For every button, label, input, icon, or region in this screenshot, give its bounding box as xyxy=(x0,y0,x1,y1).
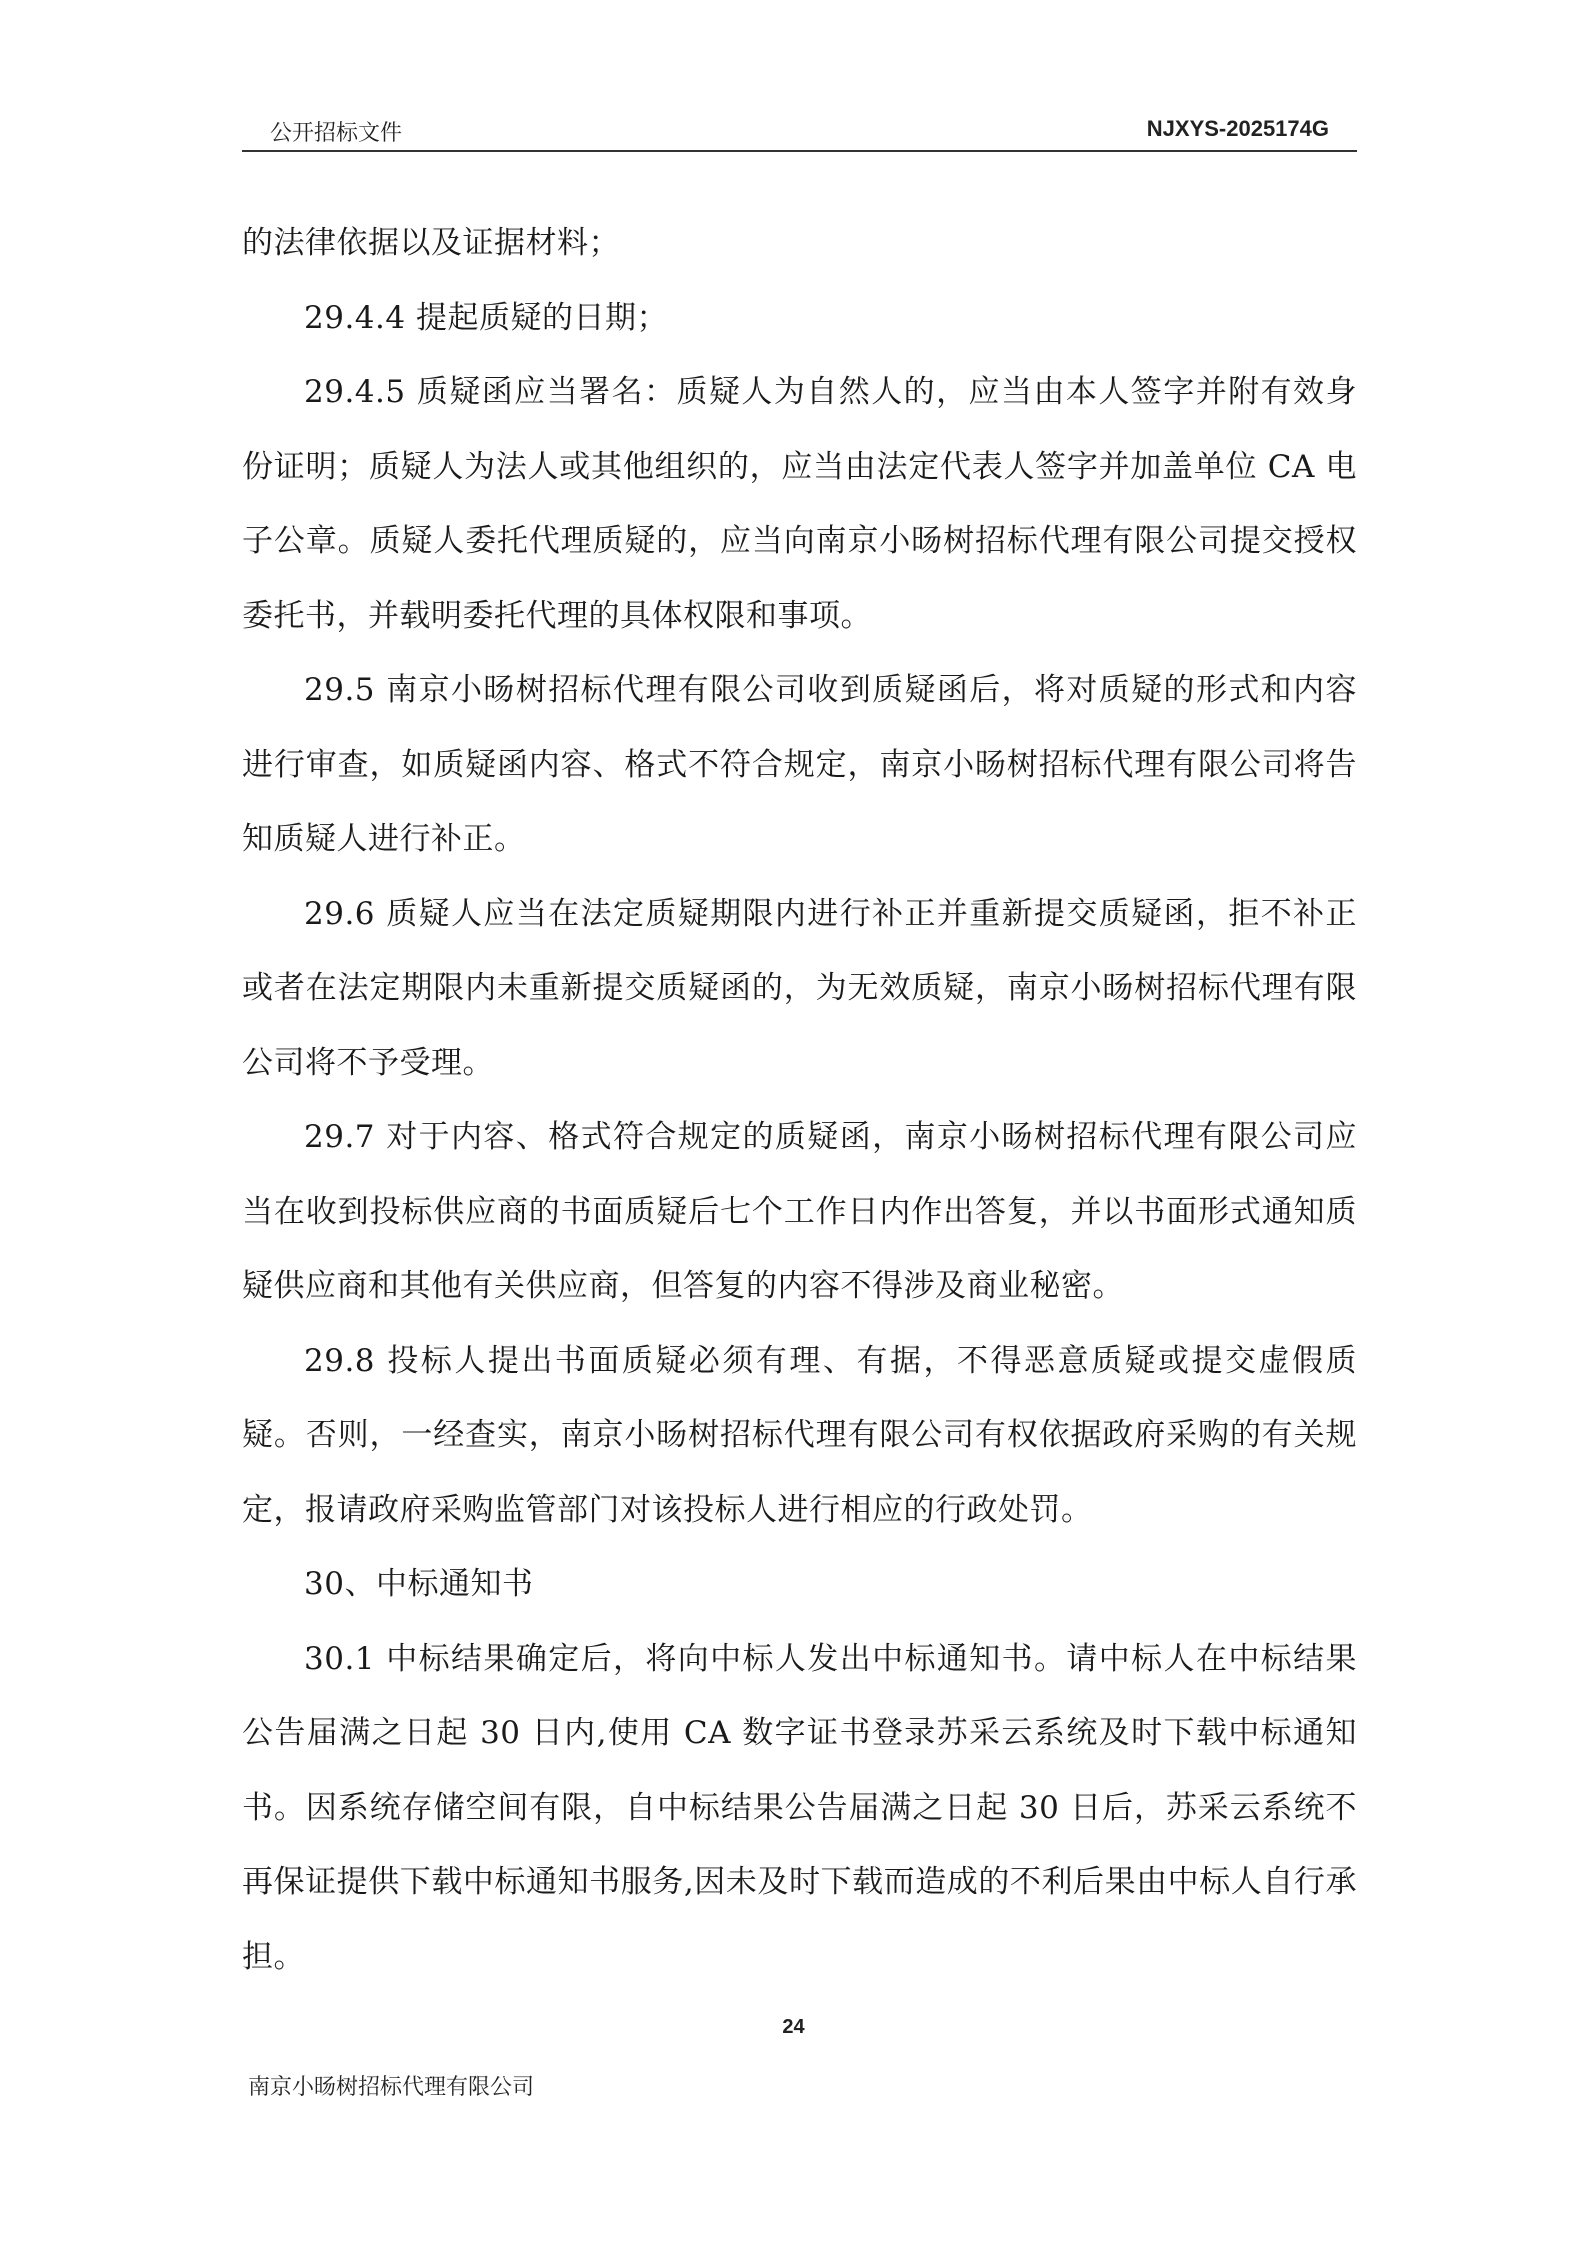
paragraph: 29.4.5 质疑函应当署名：质疑人为自然人的，应当由本人签字并附有效身份证明；质疑人为法人或其他组织的，应当由法定代表人签字并加盖单位 CA 电子公章。质疑人委托代理质疑的，应当向南京小旸树招标代理有限公司提交授权委托书，并载明委托代理的具体权限和事项。 xyxy=(242,374,1357,634)
paragraph: 29.6 质疑人应当在法定质疑期限内进行补正并重新提交质疑函，拒不补正或者在法定期限内未重新提交质疑函的，为无效质疑，南京小旸树招标代理有限公司将不予受理。 xyxy=(242,895,1357,1081)
page-number: 24 xyxy=(782,2016,805,2038)
paragraph: 的法律依据以及证据材料； xyxy=(242,225,620,261)
paragraph: 30.1 中标结果确定后，将向中标人发出中标通知书。请中标人在中标结果公告届满之日起 30 日内,使用 CA 数字证书登录苏采云系统及时下载中标通知书。因系统存储空间有限，自中标结果公告届满之日起 30 日后，苏采云系统不再保证提供下载中标通知书服务,因未及时下载而造成的不利后果由中标人自行承担。 xyxy=(242,1640,1357,1975)
paragraph: 29.4.4 提起质疑的日期； xyxy=(304,299,668,336)
footer-company: 南京小旸树招标代理有限公司 xyxy=(248,2075,535,2100)
header-doc-type: 公开招标文件 xyxy=(270,121,403,146)
header-project-code: NJXYS-2025174G xyxy=(1146,116,1329,141)
paragraph: 29.7 对于内容、格式符合规定的质疑函，南京小旸树招标代理有限公司应当在收到投标供应商的书面质疑后七个工作日内作出答复，并以书面形式通知质疑供应商和其他有关供应商，但答复的内容不得涉及商业秘密。 xyxy=(242,1119,1357,1304)
document-body xyxy=(242,206,1357,1994)
section-heading: 30、中标通知书 xyxy=(304,1566,534,1602)
page-header xyxy=(242,114,1357,152)
paragraph: 29.5 南京小旸树招标代理有限公司收到质疑函后，将对质疑的形式和内容进行审查，如质疑函内容、格式不符合规定，南京小旸树招标代理有限公司将告知质疑人进行补正。 xyxy=(242,672,1357,857)
paragraph: 29.8 投标人提出书面质疑必须有理、有据，不得恶意质疑或提交虚假质疑。否则，一经查实，南京小旸树招标代理有限公司有权依据政府采购的有关规定，报请政府采购监管部门对该投标人进行相应的行政处罚。 xyxy=(242,1342,1357,1528)
